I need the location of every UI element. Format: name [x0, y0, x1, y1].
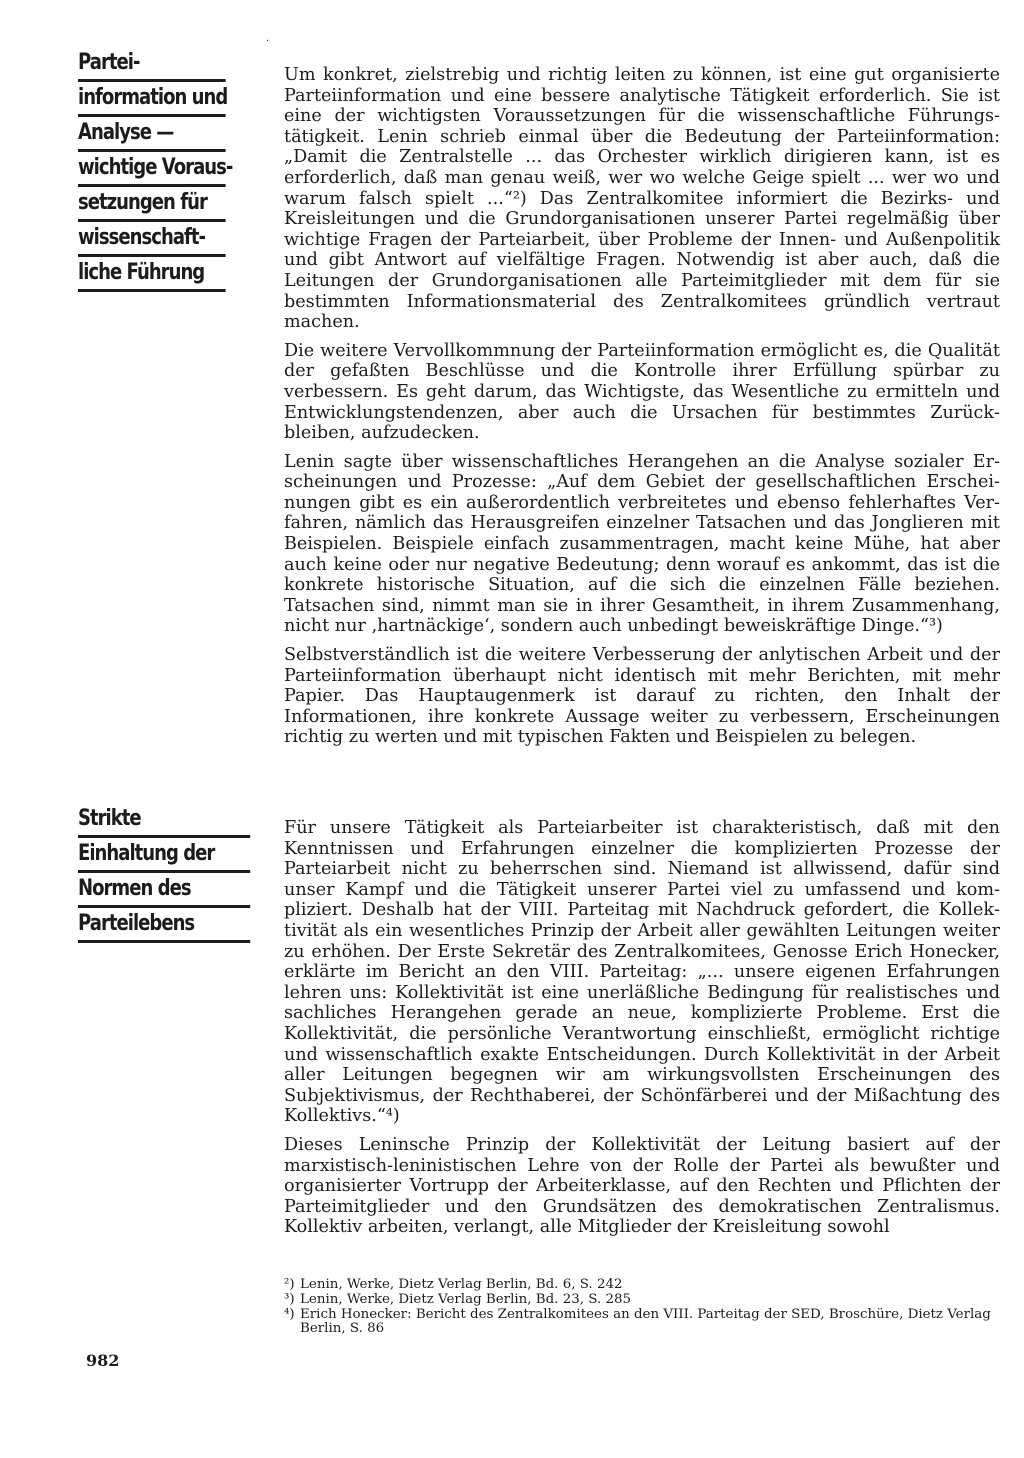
margin-heading-line: Analyse — [78, 120, 226, 152]
margin-heading-party-norms [78, 806, 258, 946]
footnote [284, 1278, 1000, 1293]
body-paragraph: Lenin sagte über wissenschaftliches Herangehen an die Analyse sozialer Erscheinungen und Prozesse: „Auf dem Gebiet der gesellschaftlichen Erscheinungen gibt es ein außerordentlich verbreitetes und ebenso fehlerhaftes Verfahren, nämlich das Herausgreifen einzelner Tatsachen und das Jonglieren mit Beispielen. Beispiele einfach zusammentragen, macht keine Mühe, hat aber auch keine oder nur negative Bedeutung; denn worauf es ankommt, das ist die konkrete historische Situation, auf die sich die einzelnen Fälle beziehen. Tatsachen sind, nimmt man sie in ihrer Gesamtheit, in ihrem Zusammenhang, nicht nur ‚hartnäckige‘, sondern auch unbedingt beweiskräftige Dinge.“³) [284, 451, 1000, 637]
margin-heading-line: Strikte [78, 806, 250, 838]
margin-heading-party-information [78, 50, 258, 295]
footnote-mark: ³) [284, 1291, 295, 1307]
body-text-section-1 [284, 65, 1000, 756]
margin-heading-line: Einhaltung der [78, 841, 250, 873]
footnote-text: Lenin, Werke, Dietz Verlag Berlin, Bd. 23, S. 285 [300, 1291, 632, 1307]
margin-heading-line: wichtige Voraus- [78, 155, 226, 187]
body-paragraph: Dieses Leninsche Prinzip der Kollektivität der Leitung basiert auf der marxistisch-leninistischen Lehre von der Rolle der Partei als bewußter und organisierter Vortrupp der Arbeiterklasse, auf den Rechten und Pflichten der Parteimitglieder und den Grundsätzen des demokratischen Zentralismus. Kollektiv arbeiten, verlangt, alle Mitglieder der Kreisleitung sowohl [284, 1134, 1000, 1238]
page-number: 982 [86, 1351, 120, 1370]
margin-heading-line: liche Führung [78, 260, 226, 292]
footnote-text: Erich Honecker: Bericht des Zentralkomitees an den VIII. Parteitag der SED, Broschüre, Dietz Verlag Berlin, S. 86 [300, 1306, 991, 1337]
footnote [284, 1293, 1000, 1308]
footnote-text: Lenin, Werke, Dietz Verlag Berlin, Bd. 6, S. 242 [300, 1277, 623, 1292]
margin-heading-line: wissenschaft- [78, 225, 226, 257]
margin-heading-line: Parteilebens [78, 911, 250, 943]
footnote [284, 1308, 1000, 1338]
margin-heading-line: setzungen für [78, 190, 226, 222]
footnote-mark: ⁴) [284, 1306, 295, 1322]
body-paragraph: Selbstverständlich ist die weitere Verbesserung der anlytischen Arbeit und der Parteiinformation überhaupt nicht identisch mit mehr Berichten, mit mehr Papier. Das Hauptaugenmerk ist darauf zu richten, den Inhalt der Informationen, ihre konkrete Aussage weiter zu verbessern, Erscheinungen richtig zu werten und mit typischen Fakten und Beispielen zu belegen. [284, 645, 1000, 748]
margin-heading-line: Normen des [78, 876, 250, 908]
body-paragraph: Für unsere Tätigkeit als Parteiarbeiter ist charakteristisch, daß mit den Kenntnissen und Erfahrungen einzelner die komplizierten Prozesse der Parteiarbeit nicht zu beherrschen sind. Niemand ist allwissend, dafür sind unser Kampf und die Tätigkeit unserer Partei viel zu umfassend und kompliziert. Deshalb hat der VIII. Parteitag mit Nachdruck gefordert, die Kollektivität als ein wesentliches Prinzip der Arbeit aller gewählten Leitungen weiter zu erhöhen. Der Erste Sekretär des Zentralkomitees, Genosse Erich Honecker, erklärte im Bericht an den VIII. Parteitag: „... unsere eigenen Erfahrungen lehren uns: Kollektivität ist eine unerläßliche Bedingung für realistisches und sachliches Herangehen gerade an neue, komplizierte Probleme. Erst die Kollektivität, die persönliche Verantwortung einschließt, ermöglicht richtige und wissenschaftlich exakte Entscheidungen. Durch Kollektivität in der Arbeit aller Leitungen begegnen wir am wirkungsvollsten Erscheinungen des Subjektivismus, der Rechthaberei, der Schönfärberei und der Mißachtung des Kollektivs.“⁴) [284, 818, 1000, 1127]
margin-heading-line: Partei- [78, 50, 226, 82]
print-speck: · [266, 36, 270, 47]
body-paragraph: Die weitere Vervollkommnung der Parteiinformation ermöglicht es, die Qualität der gefaßten Beschlüsse und die Kontrolle ihrer Erfüllung spürbar zu verbessern. Es geht darum, das Wichtigste, das Wesentliche zu ermitteln und Entwicklungstendenzen, aber auch die Ursachen für bestimmtes Zurückbleiben, aufzudecken. [284, 340, 1000, 444]
footnote-mark: ²) [284, 1277, 295, 1292]
margin-heading-line: information und [78, 85, 226, 117]
body-text-section-2 [284, 818, 1000, 1246]
body-paragraph: Um konkret, zielstrebig und richtig leiten zu können, ist eine gut organisierte Parteiinformation und eine bessere analytische Tätigkeit erforderlich. Sie ist eine der wichtigsten Voraussetzungen für die wissenschaftliche Führungstätigkeit. Lenin schrieb einmal über die Bedeutung der Parteiinformation: „Damit die Zentralstelle ... das Orchester wirklich dirigieren kann, ist es erforderlich, daß man genau weiß, wer wo welche Geige spielt ... wer wo und warum falsch spielt ...“²) Das Zentralkomitee informiert die Bezirks- und Kreisleitungen und die Grundorganisationen unserer Partei regelmäßig über wichtige Fragen der Parteiarbeit, über Probleme der Innen- und Außenpolitik und gibt Antwort auf vielfältige Fragen. Notwendig ist aber auch, daß die Leitungen der Grundorganisationen alle Parteimitglieder mit dem für sie bestimmten Informationsmaterial des Zentralkomitees gründlich vertraut machen. [284, 65, 1000, 333]
footnotes [284, 1278, 1000, 1337]
